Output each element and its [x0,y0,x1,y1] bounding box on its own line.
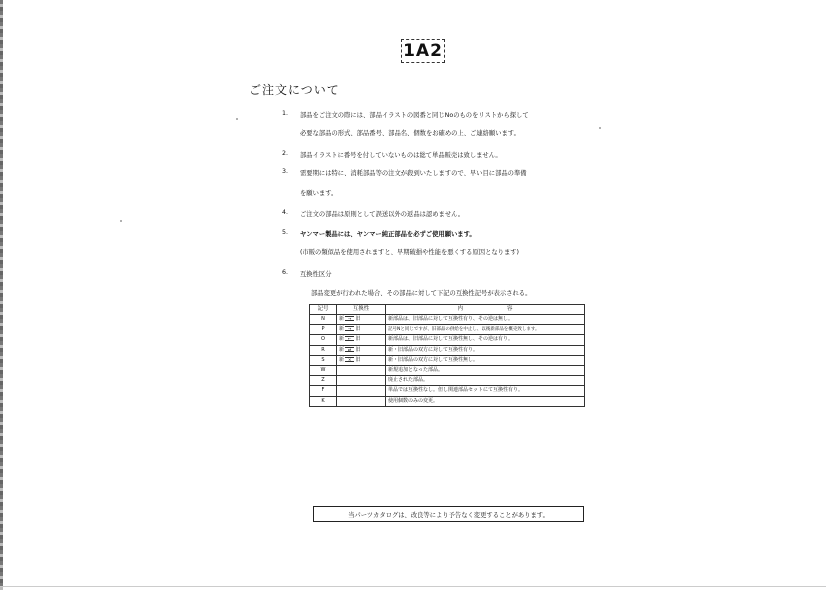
compat-arrow-icon: → [345,316,354,321]
table-row [310,365,585,375]
row-description: 記号Nと同じですが、旧部品の供給を中止し、以後新部品を概売致します。 [386,325,585,335]
compat-indicator [337,365,386,375]
table-row [310,325,585,335]
notice-box [313,506,584,522]
row-description: 新部品は、旧部品に対して互換性有り、その逆は無し。 [386,315,585,325]
table-row [310,386,585,396]
compat-intro: 部品変更が行われた場合、その部品に対して下記の互換性記号が表示される。 [311,290,532,297]
row-description: 使用個数のみの変更。 [386,396,585,406]
item-line: 需要期には特に、消耗部品等の注文が殺到いたしますので、早い目に部品の準備 [300,170,527,177]
row-description: 新・旧部品の双方に対して互換性無し。 [386,355,585,365]
row-description: 新部品は、旧部品に対して互換性無し、その逆は有り。 [386,335,585,345]
notice-text: 当パーツカタログは、改良等により予告なく変更することがあります。 [348,511,549,519]
item-number: 5. [282,229,289,236]
row-symbol: O [310,335,337,345]
scan-bottom-edge [0,586,826,587]
row-description: 新・旧部品の双方に対して互換性有り。 [386,345,585,355]
header-symbol: 記号 [310,305,337,315]
compat-indicator [337,376,386,386]
item-line: を願います。 [300,190,338,197]
row-symbol: P [310,325,337,335]
row-symbol: N [310,315,337,325]
item-line: ヤンマー製品には、ヤンマー純正部品を必ずご使用願います。 [300,231,476,238]
item-line: 必要な部品の形式、部品番号、部品名、個数をお確めの上、ご連絡願います。 [300,130,520,137]
scan-speck [236,118,238,120]
row-symbol: K [310,396,337,406]
row-symbol: W [310,365,337,375]
table-row [310,396,585,406]
row-description: 新規追加となった部品。 [386,365,585,375]
row-description: 廃止された部品。 [386,376,585,386]
scan-speck [120,220,122,222]
compat-indicator [337,396,386,406]
table-row [310,315,585,325]
compat-indicator: 新 ⇄ 旧 [337,345,386,355]
table-row [310,345,585,355]
item-line: 部品イラストに番号を付していないものは総て単品販売は致しません。 [300,152,502,159]
item-line: ご注文の部品は原則として誤送以外の返品は認めません。 [300,211,465,218]
compat-arrow-icon: ← [345,336,354,341]
item-line: (市販の類似品を使用されますと、早期破損や性能を悪くする原因となります) [300,249,520,256]
compat-arrow-icon: × [345,357,354,362]
table-row [310,335,585,345]
item-line: 部品をご注文の際には、部品イラストの図番と同じNoのものをリストから探して [300,112,529,119]
table-row [310,355,585,365]
compat-indicator: 新 → 旧 [337,325,386,335]
page-code-box [401,39,445,63]
row-description: 単品では互換性なし。但し関連部品セットにて互換性有り。 [386,386,585,396]
table-header-row [310,305,585,315]
item-number: 3. [282,168,289,175]
compat-indicator: 新 × 旧 [337,355,386,365]
item-number: 4. [282,209,289,216]
compat-arrow-icon: → [345,326,354,331]
row-symbol: S [310,355,337,365]
compat-table [309,304,585,407]
item-number: 1. [282,110,289,117]
header-compat: 互換性 [337,305,386,315]
compat-indicator: 新 ← 旧 [337,335,386,345]
row-symbol: F [310,386,337,396]
item-number: 6. [282,269,289,276]
page-code: 1A2 [403,41,443,61]
compat-indicator [337,386,386,396]
scan-speck [599,127,601,129]
header-content: 内 容 [386,305,585,315]
row-symbol: R [310,345,337,355]
item-number: 2. [282,150,289,157]
table-row [310,376,585,386]
row-symbol: Z [310,376,337,386]
compat-indicator: 新 → 旧 [337,315,386,325]
compat-arrow-icon: ⇄ [345,347,354,352]
item-line: 互換性区分 [300,271,332,278]
page-title: ご注文について [249,83,340,97]
scan-left-edge [0,0,3,590]
